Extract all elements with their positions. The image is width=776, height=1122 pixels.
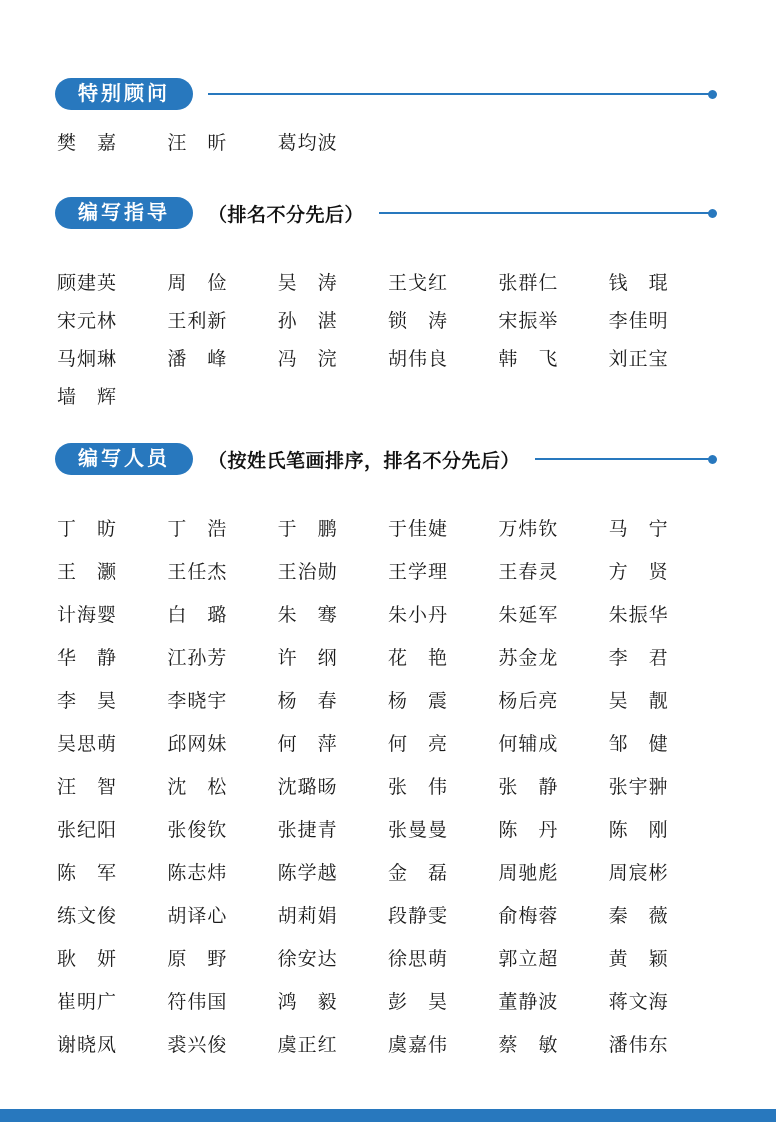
person-name: 胡伟良 <box>388 348 449 370</box>
person-name: 万炜钦 <box>498 519 559 540</box>
person-name: 董静波 <box>498 992 559 1013</box>
editorial-guidance-names-grid <box>57 262 719 414</box>
person-name: 段静雯 <box>388 906 449 927</box>
editorial-guidance-header <box>55 197 717 229</box>
person-name: 于 鹏 <box>277 519 338 540</box>
person-name: 钱 琨 <box>608 272 669 294</box>
person-name: 冯 浣 <box>277 348 338 370</box>
editorial-staff-badge: 编写人员 <box>55 443 193 475</box>
person-name: 吴思萌 <box>57 734 118 755</box>
person-name: 蒋文海 <box>608 992 669 1013</box>
person-name: 何 萍 <box>277 734 338 755</box>
person-name: 王春灵 <box>498 562 559 583</box>
person-name: 彭 昊 <box>388 992 449 1013</box>
person-name: 锁 涛 <box>388 310 449 332</box>
person-name: 墙 辉 <box>57 386 118 408</box>
person-name: 胡译心 <box>167 906 228 927</box>
special-advisors-badge: 特别顾问 <box>55 78 193 110</box>
divider-line <box>535 458 709 460</box>
person-name: 陈 刚 <box>608 820 669 841</box>
person-name: 周宸彬 <box>608 863 669 884</box>
person-name: 练文俊 <box>57 906 118 927</box>
person-name: 邱网妹 <box>167 734 228 755</box>
person-name: 鸿 毅 <box>277 992 338 1013</box>
divider-line <box>208 93 709 95</box>
person-name: 陈 军 <box>57 863 118 884</box>
person-name: 王学理 <box>388 562 449 583</box>
person-name: 华 静 <box>57 648 118 669</box>
person-name: 朱延军 <box>498 605 559 626</box>
editorial-staff-note: （按姓氏笔画排序，排名不分先后） <box>208 450 521 472</box>
person-name: 周 俭 <box>167 272 228 294</box>
person-name: 陈志炜 <box>167 863 228 884</box>
person-name: 李 昊 <box>57 691 118 712</box>
person-name: 樊 嘉 <box>57 133 118 154</box>
special-advisors-divider <box>208 89 717 99</box>
person-name: 于佳婕 <box>388 519 449 540</box>
person-name: 杨 春 <box>277 691 338 712</box>
person-name: 丁 昉 <box>57 519 118 540</box>
person-name: 张 伟 <box>388 777 449 798</box>
editorial-staff-divider <box>535 454 717 464</box>
person-name: 何 亮 <box>388 734 449 755</box>
person-name: 胡莉娟 <box>277 906 338 927</box>
person-name: 裘兴俊 <box>167 1035 228 1056</box>
person-name: 韩 飞 <box>498 348 559 370</box>
person-name: 王利新 <box>167 310 228 332</box>
person-name: 朱振华 <box>608 605 669 626</box>
person-name: 杨 震 <box>388 691 449 712</box>
person-name: 吴 靓 <box>608 691 669 712</box>
person-name: 计海婴 <box>57 605 118 626</box>
line-end-dot <box>708 90 717 99</box>
person-name: 徐思萌 <box>388 949 449 970</box>
person-name: 马炯琳 <box>57 348 118 370</box>
editorial-staff-header <box>55 443 717 475</box>
person-name: 周驰彪 <box>498 863 559 884</box>
footer-band <box>0 1109 776 1122</box>
person-name: 虞正红 <box>277 1035 338 1056</box>
person-name: 张曼曼 <box>388 820 449 841</box>
editorial-staff-names-grid <box>57 506 719 1065</box>
person-name: 王治勋 <box>277 562 338 583</box>
person-name: 张群仁 <box>498 272 559 294</box>
person-name: 朱小丹 <box>388 605 449 626</box>
person-name: 吴 涛 <box>277 272 338 294</box>
person-name: 原 野 <box>167 949 228 970</box>
person-name: 宋元林 <box>57 310 118 332</box>
person-name: 白 璐 <box>167 605 228 626</box>
person-name: 李 君 <box>608 648 669 669</box>
person-name: 葛均波 <box>277 133 338 154</box>
person-name: 秦 薇 <box>608 906 669 927</box>
person-name: 刘正宝 <box>608 348 669 370</box>
line-end-dot <box>708 455 717 464</box>
person-name: 沈 松 <box>167 777 228 798</box>
person-name: 邹 健 <box>608 734 669 755</box>
line-end-dot <box>708 209 717 218</box>
person-name: 崔明广 <box>57 992 118 1013</box>
person-name: 陈 丹 <box>498 820 559 841</box>
person-name: 李晓宇 <box>167 691 228 712</box>
person-name: 汪 智 <box>57 777 118 798</box>
person-name: 何辅成 <box>498 734 559 755</box>
person-name: 耿 妍 <box>57 949 118 970</box>
person-name: 顾建英 <box>57 272 118 294</box>
person-name: 花 艳 <box>388 648 449 669</box>
person-name: 张捷青 <box>277 820 338 841</box>
person-name: 许 纲 <box>277 648 338 669</box>
person-name: 谢晓凤 <box>57 1035 118 1056</box>
person-name: 李佳明 <box>608 310 669 332</box>
person-name: 杨后亮 <box>498 691 559 712</box>
person-name: 潘伟东 <box>608 1035 669 1056</box>
editorial-guidance-note: （排名不分先后） <box>208 204 365 226</box>
editorial-guidance-divider <box>379 208 717 218</box>
person-name: 蔡 敏 <box>498 1035 559 1056</box>
person-name: 俞梅蓉 <box>498 906 559 927</box>
special-advisors-names-grid <box>57 120 719 163</box>
person-name: 张 静 <box>498 777 559 798</box>
divider-line <box>379 212 709 214</box>
person-name: 徐安达 <box>277 949 338 970</box>
person-name: 宋振举 <box>498 310 559 332</box>
person-name: 张宇翀 <box>608 777 669 798</box>
special-advisors-header <box>55 78 717 110</box>
person-name: 张俊钦 <box>167 820 228 841</box>
person-name: 虞嘉伟 <box>388 1035 449 1056</box>
person-name: 王戈红 <box>388 272 449 294</box>
person-name: 苏金龙 <box>498 648 559 669</box>
person-name: 金 磊 <box>388 863 449 884</box>
person-name: 丁 浩 <box>167 519 228 540</box>
person-name: 孙 湛 <box>277 310 338 332</box>
person-name: 王任杰 <box>167 562 228 583</box>
person-name: 朱 骞 <box>277 605 338 626</box>
person-name: 马 宁 <box>608 519 669 540</box>
person-name: 沈璐旸 <box>277 777 338 798</box>
person-name: 汪 昕 <box>167 133 228 154</box>
person-name: 方 贤 <box>608 562 669 583</box>
person-name: 陈学越 <box>277 863 338 884</box>
person-name: 江孙芳 <box>167 648 228 669</box>
person-name: 符伟国 <box>167 992 228 1013</box>
person-name: 王 灏 <box>57 562 118 583</box>
editorial-guidance-badge: 编写指导 <box>55 197 193 229</box>
person-name: 黄 颖 <box>608 949 669 970</box>
person-name: 潘 峰 <box>167 348 228 370</box>
person-name: 张纪阳 <box>57 820 118 841</box>
person-name: 郭立超 <box>498 949 559 970</box>
